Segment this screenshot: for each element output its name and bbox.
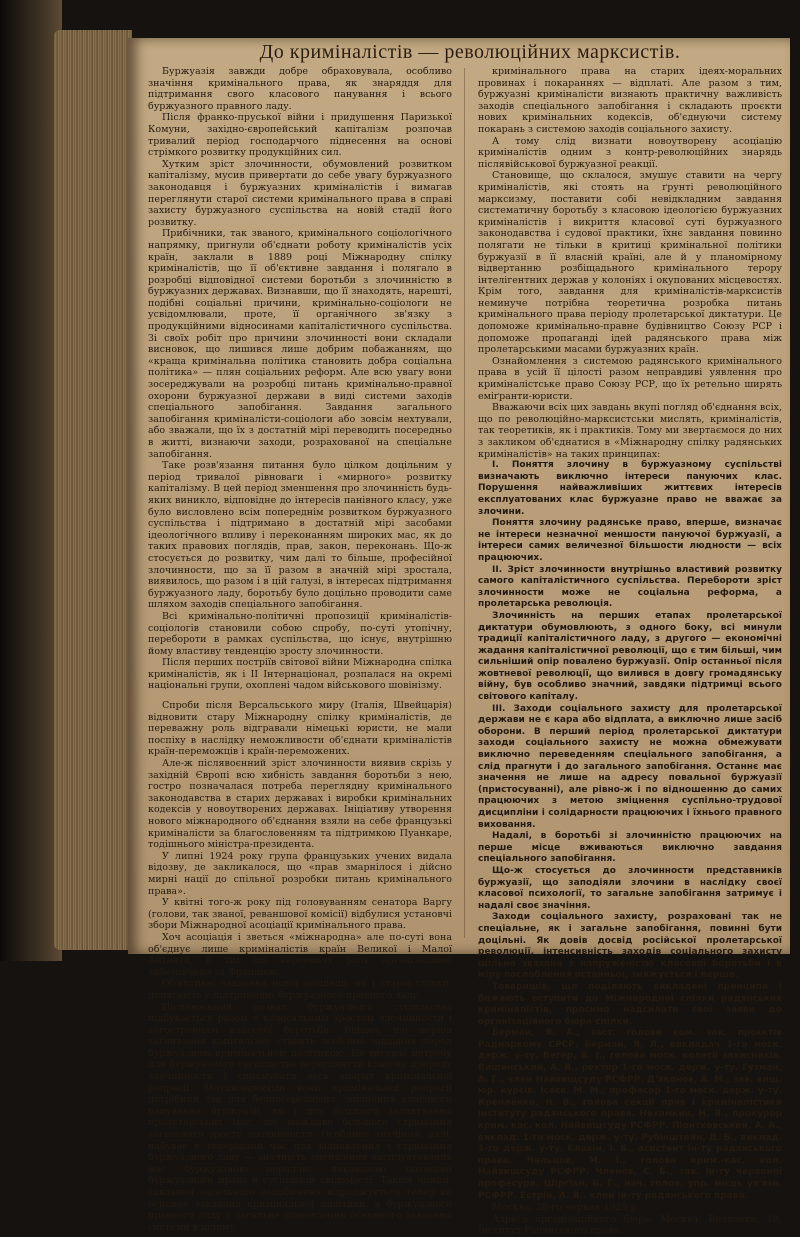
paragraph: Буржуазія завжди добре обраховувала, особливо значіння кримінального права, як знаряддя для підтримання свого класового панування і всього буржуазного правного ладу. xyxy=(148,66,452,112)
page-title: До криміналістів — революційних марксистів. xyxy=(259,41,681,63)
principle-paragraph: Надалі, в боротьбі зі злочинністю працюючих на перше місце вживаються виключно завдання спеціального запобігання. xyxy=(478,831,782,865)
paragraph: Після франко-пруської війни і придушення Паризької Комуни, західно-європейський капіталізм розпочав тривалий період господарчого піднесення на основі стрімкого розвитку продукційних сил. xyxy=(148,112,452,159)
column-divider xyxy=(464,68,465,938)
principle-paragraph: III. Заходи соціального захисту для пролетарської держави не є кара або відплата, а виключно лише засіб оборони. В перший період пролетарської диктатури заходи соціального захисту не можна обмежувати виключно переведенням спеціального запобігання, а слід прагнути і до загального запобігання. Останнє має значення не лише на адресу повальної буржуазії (пристосуванні), але рівно-ж і по відношенню до самих працюючих з метою зміцнення суспільно-трудової дисципліни і солідарности працюючих і їхнього правного виховання. xyxy=(478,703,782,830)
principle-paragraph: Злочинність на перших етапах пролетарської диктатури обумовлюють, з одного боку, всі минули традиції капіталістичного ладу, з другого — економічні жадання капіталістичної революції, що є тим більші, чим сильніший опір повалено буржуазії. Опір останньої після жовтневої революції, що вилився в довгу громадянську війну, був особливо значний, завдяки підтримці всього світового капіталу. xyxy=(478,610,782,703)
paragraph: Післявоєнний розвал буржуазного суспільства підбувається разом з колосальним зростом злочинности і загостренням класової боротьби. Відомо, що період загнивання капіталізму ставить особливі завдання перед буржуазною кримінальною політикою. Це висуває потребу для буржуазного суспільства переглянути класову природу злочинности і спрямувати весь апарат кримінальної репресії. Мотивованнями вони кримінальної репресії потрібний так для безпосереднього зміцнення класового панування буржуазії, як і для більшого залякування пролетарських мас, що можливо більшого стримання загального зросту злочинности. Особливо значіння, далі, набуває в теперішній час для відновлення і утримання буржуазного ладу — значність зменшення експлуатованих мас буржуазною мораллю, викованою законами буржуазного права в суспільній свідомості. Таким чином, завдання загального запобігання відроджується тепер як основне завдання кримінальної політики, а буржуазного правного ладу є загальне відновлення основного завдання системи в цілому. xyxy=(148,1001,452,1233)
address-line: Адреса організаційного бюра: Москва, Волхонка, 18, Інститут Радянського права. xyxy=(478,1213,782,1237)
paragraph: Після перших постріїв світової війни Міжнародна спілка криміналістів, як і II Інтернаціонал, розпалася на окремі національні групи, охоплені чадом військового шовінізму. xyxy=(148,657,452,692)
principle-paragraph: I. Поняття злочину в буржуазному суспільстві визначають виключно інтереси пануючих клас. Порушення найважливіших життєвих інтересів експлуатованих клас буржуазне право не вважає за злочини. xyxy=(478,460,782,517)
paragraph: Ознайомлення з системою радянського кримінального права в усій її цілості разом неправдиві уявлення про криміналістське право Союзу РСР, що їх ретельно ширять еміґранти-юристи. xyxy=(478,355,782,402)
paragraph: Таке розв'язання питання було цілком доцільним у період тривалої рівноваги і «мирного» розвитку капіталізму. В цей період зменшення про злочинність будь-яких виникло, відповідне до інтересів панівного класу, уже було висловлено всім попереднім розвитком буржуазного суспільства і підтримано в достатній мірі засобами ідеологічного впливу і переконанням широких мас, як до таких правових поглядів, прав, закон, переконань. Що-ж стосується до розвитку, чим далі то більше, професійної злочинности, що за її разом в значній мірі зростала, виявилось, що разом і в цій галузі, в інтересах підтримання буржуазного ладу, боротьбу було доцільно проводити саме шляхом заходів спеціального запобігання. xyxy=(148,460,452,611)
paragraph: У квітні того-ж року під головуванням сенатора Варгу (голови, так званої, реваншової комісії) відбулися установчі збори Міжнародної асоціації кримінального права. xyxy=(148,897,452,932)
paragraph: Всі кримінально-політичні пропозиції криміналістів-соціологів становили собою спробу, по-суті утопічну, перебороти в рамках суспільства, що існує, внутрішню йому властиву тенденцію зросту злочинности. xyxy=(148,610,452,657)
left-column xyxy=(148,66,452,1233)
paragraph: Але-ж післявоєнний зріст злочинности виявив скрізь у західній Європі всю хибність завдання боротьби з нею, гостро позначалася потреба переглядну кримінального законодавства в старих державах і виробки кримінальних кодексів у новоутворених державах. Ініціативу утворення нового міжнародного об'єднання взяли на себе французькі криміналісти за благословенням та підтримкою Пуанкаре, тодішнього міністра-президента. xyxy=(148,758,452,851)
paragraph: Вважаючи всіх цих завдань вкупі погляд об'єднання всіх, що по революційно-марксистськи мислять, криміналістів, так теоретиків, як і практиків. Тому ми звертаємося до них з закликом об'єднатися в «Міжнародну спілку радянських криміналістів» на таких принципах: xyxy=(478,402,782,460)
paragraph: Спроби після Версальського миру (Італія, Швейцарія) відновити стару Міжнародну спілку криміналістів, де переважну роль відгравали німецькі юристи, не мали поспіху в наслідку неможливости об'єднати криміналістів країн-переможців і країн-переможених. xyxy=(148,700,452,758)
paragraph: Хутким зріст злочинности, обумовлений розвитком капіталізму, мусив привертати до себе увагу буржуазного законодавця і буржуазних криміналістів і вимагав переглянути старої системи кримінального права в справі захисту буржуазного суспільства на новій стадії його розвитку. xyxy=(148,158,452,228)
signatories-list: Берман, Я. А., заст. голови ком. зак. проєктів Раднаркому СРСР. Берман, Я. Л., викладач 1-го моск. держ. у-ту. Вегер, В. І., голова моск. колегії захисників. Вишинський, А. Я., ректор 1-го моск. держ. у-ту. Гузман, А. Г., член Найвищсуду РСФРР. Д'яконов, А. М., зав. вищ. юр. курсів. Ісаєв, М. М., професор 1-го моск. держ. у-ту. Крепленко, Н. В., голова секції прав і криміналістики інституту радянського права. Нехамкин, Н. Я., прокурор крим. кас. кол. Найвищсуду РСФРР. Піонтковський, А. А., виклад. 1-го моск. держ. у-ту. Рубінштейн, Д. Б., виклад. 1-го держ. у-ту. Славін, І. Б., асистент ін-ту радянського права. Чельцов, М. І., голова крим.-кас. кол. Найвищсуду РСФРР. Членов, С. Б., зав. ін-ту червоної професури. Шіргіан, Б. Г., нач. голов. упр. місць ув'язн. РСФРР. Естрін, А. Я., член ін-ту радянського права. xyxy=(478,1028,782,1201)
paragraph: кримінального права на старих ідеях-моральних провинах і покараннях — відплаті. Але разом з тим, буржуазні криміналісти визнають практичну важливість заходів спеціального запобігання і складають проєкти нових кримінальних кодексів, об'єднуючи систему покарань з системою заходів соціального захисту. xyxy=(478,66,782,135)
paragraph: Становище, що склалося, змушує ставити на чергу криміналістів, які стоять на ґрунті революційного марксизму, поставити собі невідкладним завдання систематичну боротьбу з класовою ідеологією буржуазних криміналістів і викриття класової суті буржуазного законодавства і судової практики, їхнє завдання повинно полягати не тільки в критиці кримінальної політики буржуазії в її власній країні, але й у планомірному відвертанню розбіщадьного кримінального терору інтелігентних держав у колоніях і окупованих місцевостях. Крім того, завдання для криміналістів-марксистів неминуче потрібна теоретична розробка питань кримінального права періоду пролетарської диктатури. Це допоможе кримінально-правне будівництво Союзу РСР і допоможе пропаганді ідей радянського права між пролетарськими масами буржуазних країн. xyxy=(478,170,782,356)
principle-paragraph: II. Зріст злочинности внутрішньо властивий розвитку самого капіталістичного суспільства. Перебороти зріст злочинности може не соціальна реформа, а пролетарська революція. xyxy=(478,564,782,610)
paragraph: Хоч асоціація і зветься «міжнародна» але по-суті вона об'єднує лише криміналістів країн Великої і Малої Антанти, в тім що керовничу роль організаційно забезпечено за Францією. xyxy=(148,931,452,978)
principle-paragraph: Заходи соціального захисту, розраховані так не спеціальне, як і загальне запобігання, повинні бути доцільні. Як довів досвід російської пролетарської революції, інтенсивність заходів соціального захисту щільно звязана з напруженістю класової боротьби і в міру послаблення останньої, знижується і перша. xyxy=(478,912,782,981)
right-column xyxy=(478,66,782,1237)
appeal-paragraph: Товаришів, що поділяють викладені принципи і бажають вступити до Міжнародної спілки радянських криміналістів, просимо надсилати свої заяви до організаційного бюра спілки. xyxy=(478,981,782,1027)
principle-paragraph: Поняття злочину радянське право, впершe, визначає не інтереси незначної меншости пануючої буржуазії, а інтереси самих величезної більшости людности — всіх працюючих. xyxy=(478,518,782,563)
book-page xyxy=(128,38,790,1237)
date-line: Москва, 28-го червня 1925 р. xyxy=(492,1202,640,1214)
paragraph: А тому слід визнати новоутворену асоціацію криміналістів одним з контр-революційних знарядь післявійськової буржуазної реакції. xyxy=(478,135,782,170)
paragraph: У липні 1924 року група французьких учених видала відозву, де закликалося, що «прав змарнілося і дійсно мирні нації до спільної розробки питань кримінального права». xyxy=(148,850,452,897)
book-spine xyxy=(0,0,62,961)
page-edges xyxy=(54,30,132,950)
paragraph: Прибічники, так званого, кримінального соціологічного напрямку, пригнули об'єднати роботу криміналістів усіх країн, заклали в 1889 році Міжнародну спілку криміналістів, що її об'єктивне завдання і полягало в розробці відповідної системи боротьби з злочинністю в буржуазних державах. Визнавши, що її знаходять, нарешті, подібні соціальні причини, кримінально-соціологи не усвідомлювали, проте, її органічного зв'язку з продукційними відносинами капіталістичного суспільства. Зі своїх робіт про причини злочинності вони складали висновок, що лишився лише добрим побажанням, що «краща кримінальна політика становить добра соціальна політика» — плян соціальних реформ. Але всю увагу вони зосереджували на розробці питань кримінально-правної охорони буржуазної держави в виді системи заходів спеціального запобігання. Завдання загального запобігання криміналісти-соціологи або зовсім нехтували, або зважали, що їх з достатній мірі переводить посередньо в житті, визнаючи заходи, розрахованої на спеціальне запобігання. xyxy=(148,228,452,460)
paragraph: Об'єктивні завдання нової асоціації, як і старої спілки, полягають у підтриманні буржуазного правного ладу. xyxy=(148,978,452,1001)
principle-paragraph: Що-ж стосується до злочинности представників буржуазії, що заподіяли злочини в наслідку своєї класової психології, то загальне запобігання затримує і надалі своє значіння. xyxy=(478,865,782,911)
